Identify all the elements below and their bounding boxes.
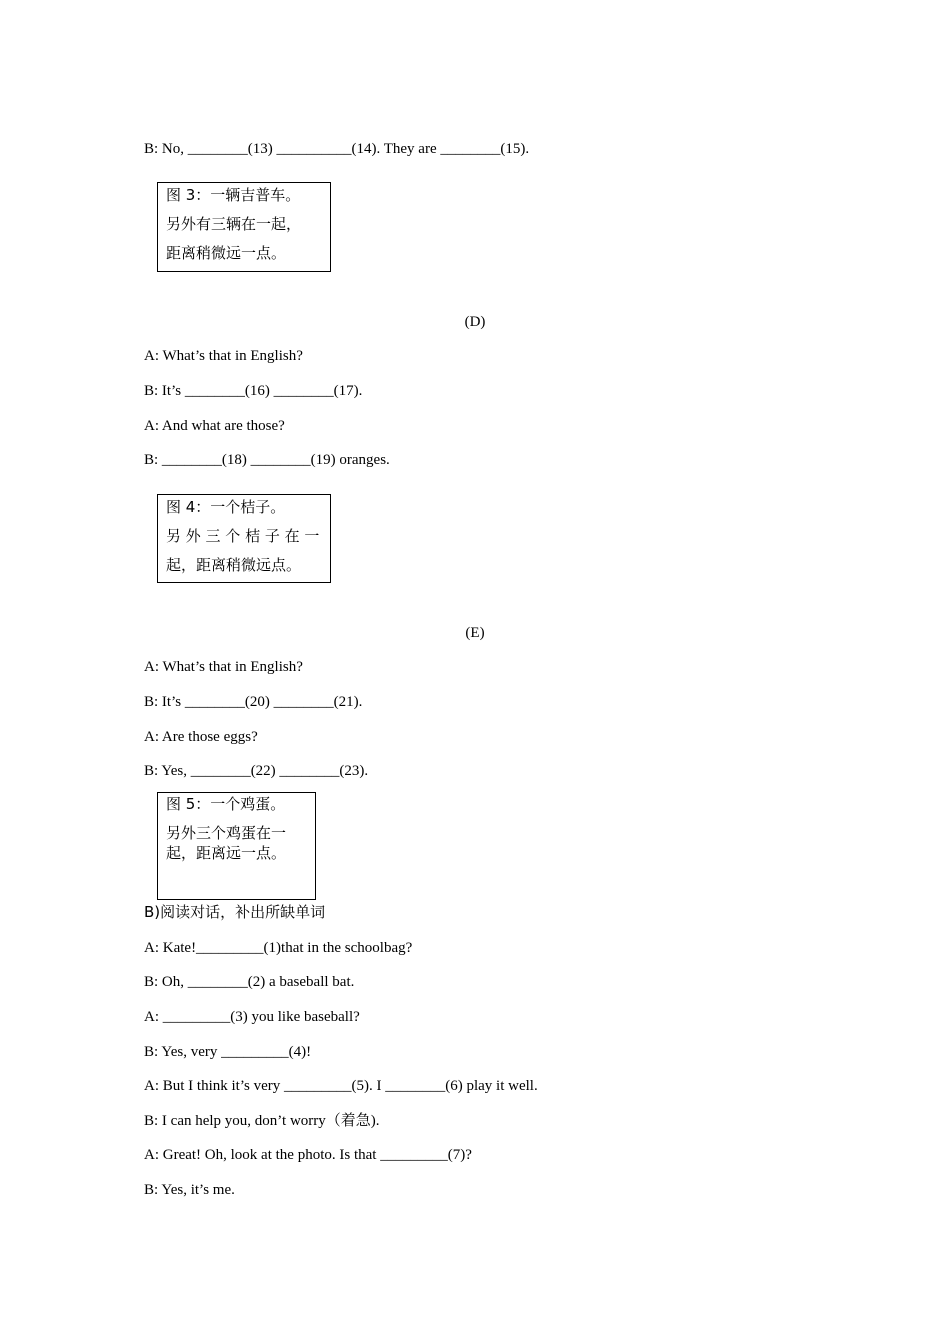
dialogue-line-e-4: B: Yes, ________(22) ________(23). <box>144 763 369 779</box>
figure-4-line-3: 起，距离稍微远点。 <box>166 556 302 574</box>
figure-3-line-3: 距离稍微远一点。 <box>166 244 287 262</box>
dialogue-line-b-6: B: I can help you, don’t worry（着急). <box>144 1113 380 1129</box>
part-e-heading: (E) <box>465 625 485 641</box>
part-d-heading: (D) <box>464 314 486 330</box>
dialogue-line-b-7: A: Great! Oh, look at the photo. Is that _________(7)? <box>144 1147 472 1163</box>
section-b-title: B)阅读对话，补出所缺单词 <box>144 903 326 921</box>
dialogue-line-d-2: B: It’s ________(16) ________(17). <box>144 383 363 399</box>
figure-4-line-1: 图 4：一个桔子。 <box>166 498 286 516</box>
figure-3-box <box>157 182 331 272</box>
figure-3-line-1: 图 3：一辆吉普车。 <box>166 186 301 204</box>
dialogue-line-d-4: B: ________(18) ________(19) oranges. <box>144 452 390 468</box>
dialogue-line-b-8: B: Yes, it’s me. <box>144 1182 235 1198</box>
figure-4-line-2: 另 外 三 个 桔 子 在 一 <box>166 527 320 545</box>
figure-5-box <box>157 792 316 900</box>
figure-5-line-3: 起，距离远一点。 <box>166 844 287 862</box>
dialogue-line-b-1: A: Kate!_________(1)that in the schoolbag? <box>144 940 413 956</box>
dialogue-line-c-b: B: No, ________(13) __________(14). They are ________(15). <box>144 141 530 157</box>
figure-5-line-1: 图 5：一个鸡蛋。 <box>166 795 286 813</box>
dialogue-line-d-3: A: And what are those? <box>144 418 285 434</box>
figure-4-box <box>157 494 331 583</box>
dialogue-line-b-3: A: _________(3) you like baseball? <box>144 1009 360 1025</box>
dialogue-line-b-2: B: Oh, ________(2) a baseball bat. <box>144 974 355 990</box>
dialogue-line-e-3: A: Are those eggs? <box>144 729 258 745</box>
dialogue-line-d-1: A: What’s that in English? <box>144 348 303 364</box>
dialogue-line-e-2: B: It’s ________(20) ________(21). <box>144 694 363 710</box>
dialogue-line-b-4: B: Yes, very _________(4)! <box>144 1044 312 1060</box>
dialogue-line-e-1: A: What’s that in English? <box>144 659 303 675</box>
figure-5-line-2: 另外三个鸡蛋在一 <box>166 824 287 842</box>
dialogue-line-b-5: A: But I think it’s very _________(5). I ________(6) play it well. <box>144 1078 538 1094</box>
figure-3-line-2: 另外有三辆在一起， <box>166 215 302 233</box>
